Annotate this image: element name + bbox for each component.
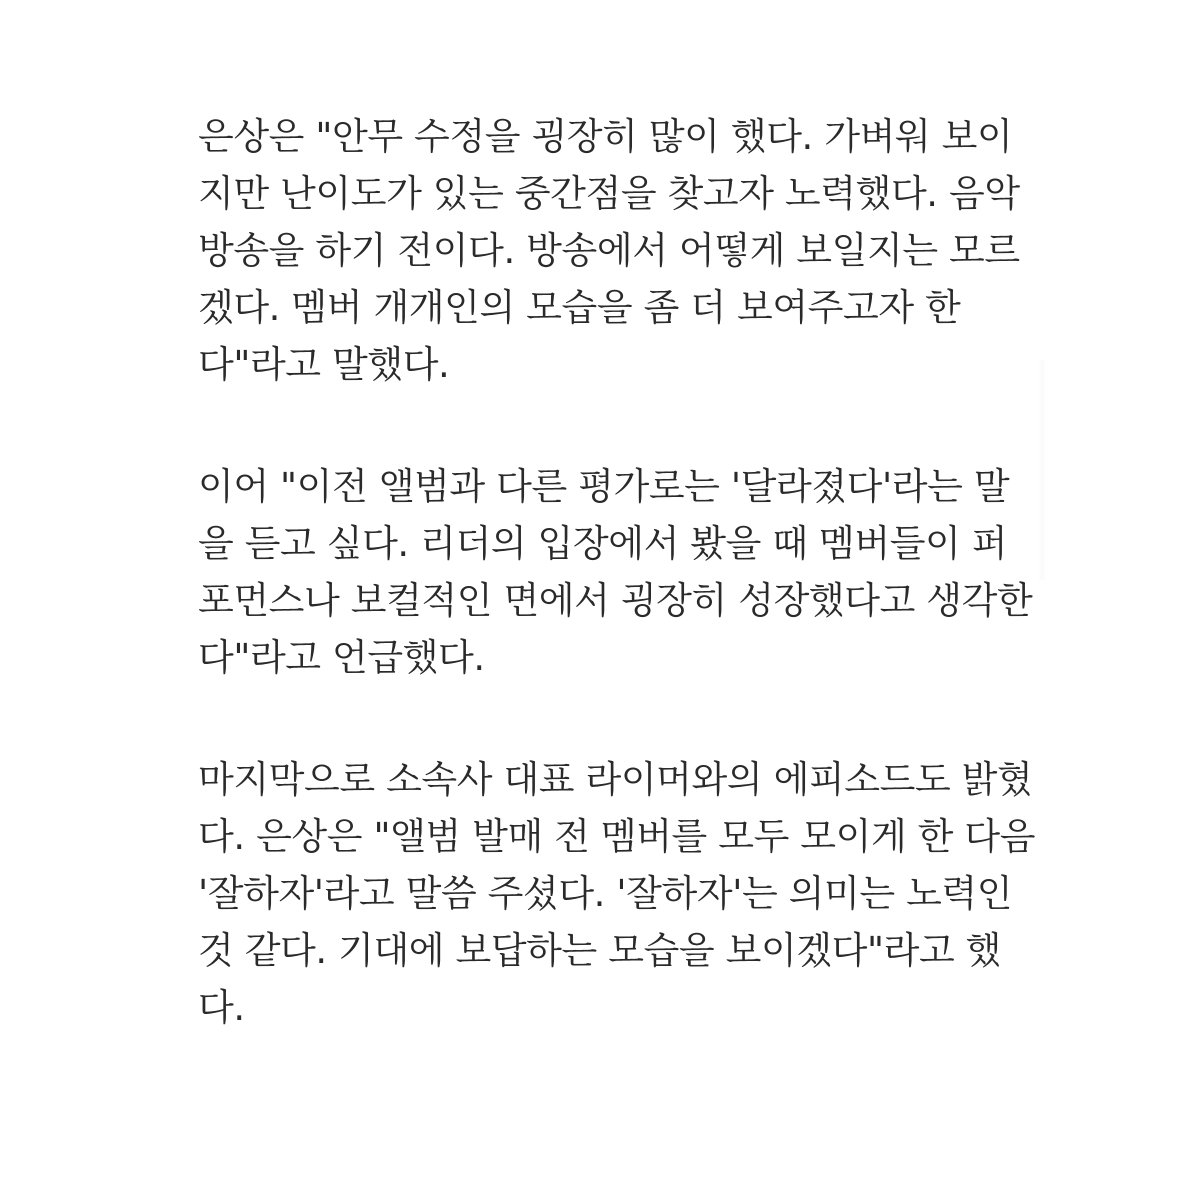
article-body: [198, 108, 1036, 1101]
text-line: 포먼스나 보컬적인 면에서 굉장히 성장했다고 생각한: [198, 579, 1033, 622]
text-line: 방송을 하기 전이다. 방송에서 어떻게 보일지는 모르: [198, 229, 1020, 272]
text-line: 이어 "이전 앨범과 다른 평가로는 '달라졌다'라는 말: [198, 465, 1010, 508]
text-line: 다"라고 말했다.: [198, 343, 450, 386]
text-line: 다.: [198, 986, 245, 1029]
page-edge-shadow: [1038, 360, 1046, 580]
text-line: 다"라고 언급했다.: [198, 636, 485, 679]
paragraph-2: [198, 458, 1033, 686]
text-line: 겠다. 멤버 개개인의 모습을 좀 더 보여주고자 한: [198, 286, 961, 329]
text-line: 것 같다. 기대에 보답하는 모습을 보이겠다"라고 했: [198, 929, 1001, 972]
text-line: 을 듣고 싶다. 리더의 입장에서 봤을 때 멤버들이 퍼: [198, 522, 1008, 565]
paragraph-1: [198, 108, 1028, 393]
text-line: 지만 난이도가 있는 중간점을 찾고자 노력했다. 음악: [198, 172, 1020, 215]
text-line: 마지막으로 소속사 대표 라이머와의 에피소드도 밝혔: [198, 758, 1033, 801]
text-line: '잘하자'라고 말씀 주셨다. '잘하자'는 의미는 노력인: [198, 872, 1013, 915]
paragraph-3: [198, 751, 1036, 1036]
text-line: 은상은 "안무 수정을 굉장히 많이 했다. 가벼워 보이: [198, 115, 1013, 158]
text-line: 다. 은상은 "앨범 발매 전 멤버를 모두 모이게 한 다음: [198, 815, 1036, 858]
